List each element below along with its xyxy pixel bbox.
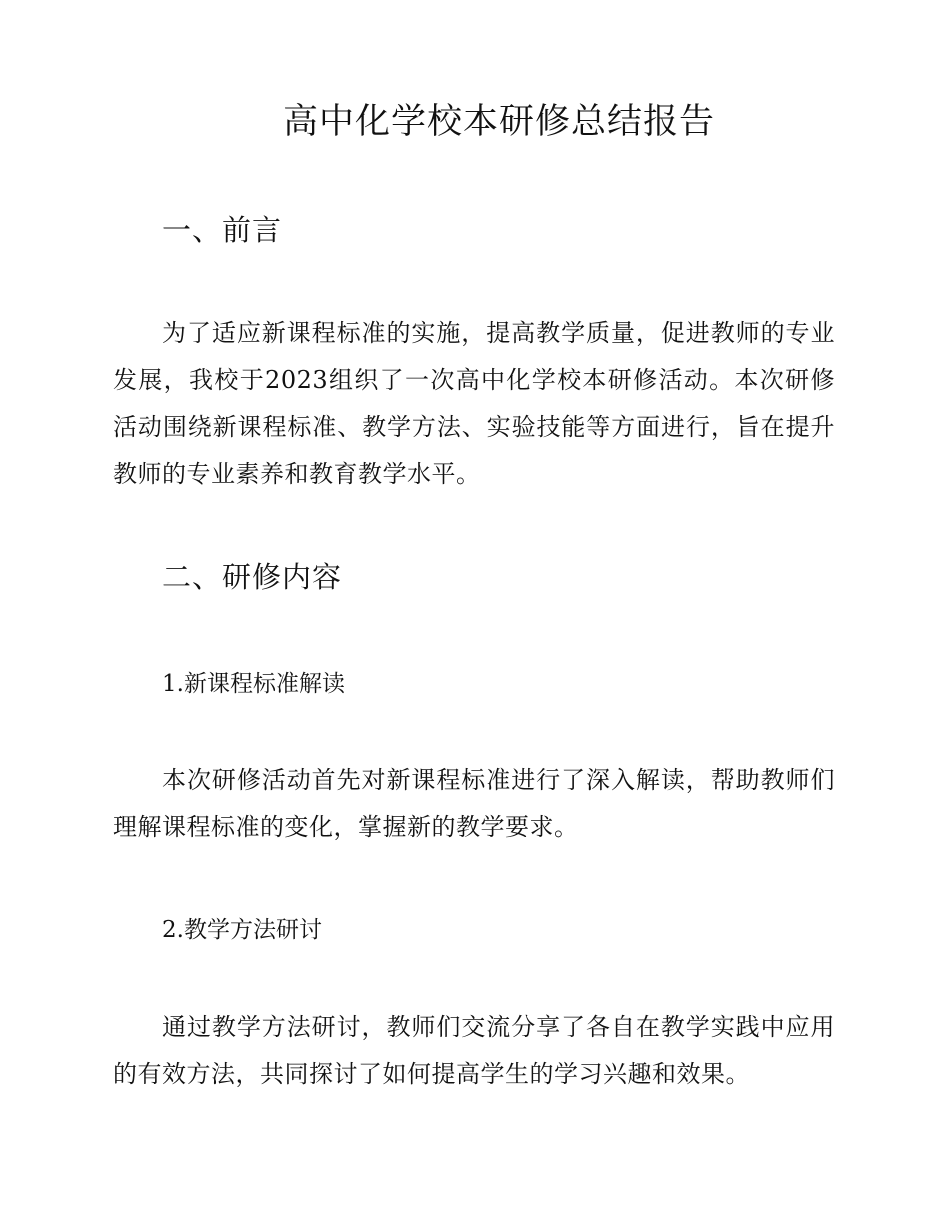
subheading-curriculum: 1.新课程标准解读: [162, 671, 345, 697]
curriculum-paragraph: 本次研修活动首先对新课程标准进行了深入解读，帮助教师们理解课程标准的变化，掌握新的教学要求。: [113, 766, 835, 841]
subheading-teaching-methods: 2.教学方法研讨: [162, 917, 322, 943]
teaching-methods-paragraph: 通过教学方法研讨，教师们交流分享了各自在教学实践中应用的有效方法，共同探讨了如何提高学生的学习兴趣和效果。: [113, 1013, 835, 1088]
document-title: 高中化学校本研修总结报告: [282, 102, 715, 142]
section-heading-preface: 一、前言: [162, 213, 283, 247]
section-heading-content: 二、研修内容: [162, 560, 343, 594]
preface-paragraph: 为了适应新课程标准的实施，提高教学质量，促进教师的专业发展，我校于2023组织了一次高中化学校本研修活动。本次研修活动围绕新课程标准、教学方法、实验技能等方面进行，旨在提升教师的专业素养和教育教学水平。: [113, 319, 835, 488]
